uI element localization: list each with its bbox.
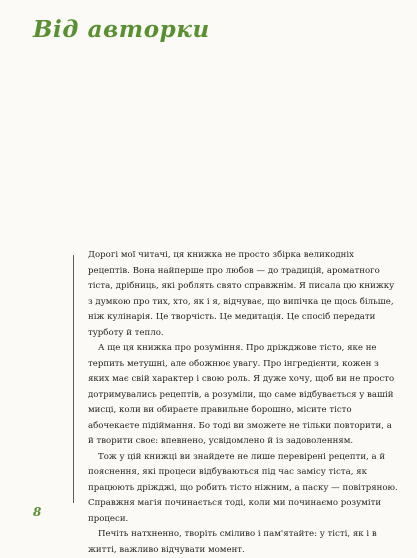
page-title: Від авторки — [33, 16, 210, 43]
body-text — [88, 248, 398, 558]
paragraph: Тож у цій книжці ви знайдете не лише перевірені рецепти, а й пояснення, які процеси відбуваються під час замісу тіста, як працюють дріжджі, що робить тісто ніжним, а паску — повітряною. Справжня магія починається тоді, коли ми починаємо розуміти процеси. — [88, 451, 398, 524]
paragraph: А ще ця книжка про розуміння. Про дріжджове тісто, яке не терпить метушні, але обожнює увагу. Про інгредієнти, кожен з яких має свій характер і свою роль. Я дуже хочу, щоб ви не просто дотримувались рецептів, а розуміли, що саме відбувається у вашій мисці, коли ви обираєте правильне борошно, місите тісто абочекаєте підіймання. Бо тоді ви зможете не тільки повторити, а й творити своє: впевнено, усвідомлено й із задоволенням. — [88, 343, 395, 446]
paragraph: Дорогі мої читачі, ця книжка не просто збірка великодніх рецептів. Вона найперше про любов — до традицій, ароматного тіста, дрібниць, які роблять свято справжнім. Я писала цю книжку з думкою про тих, хто, як і я, відчуває, що випічка це щось більше, ніж кулінарія. Це творчість. Це медитація. Це спосіб передати турботу й тепло. — [88, 250, 395, 338]
paragraph: Печіть натхненно, творіть сміливо і пам'ятайте: у тісті, як і в житті, важливо відчувати момент. — [88, 529, 377, 555]
page-number: 8 — [33, 505, 42, 519]
vertical-rule — [73, 255, 74, 503]
